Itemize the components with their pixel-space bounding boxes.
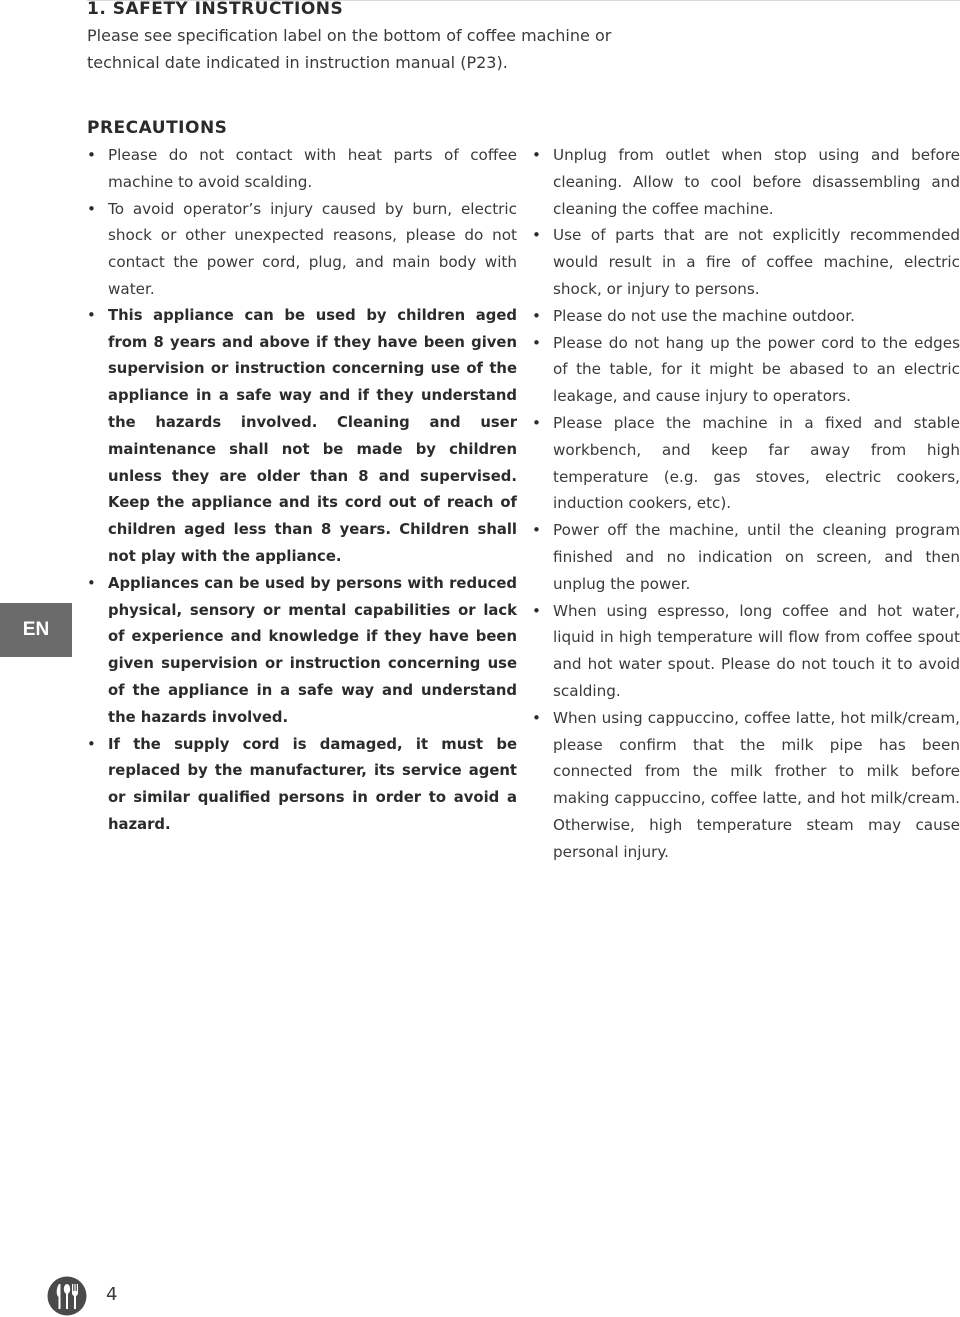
bullet-icon: • — [87, 574, 96, 592]
intro-text: Please see specification label on the bottom of coffee machine or technical date indicated in instruction manual (P23). — [87, 26, 612, 72]
list-item — [87, 196, 517, 303]
list-item-text: Unplug from outlet when stop using and before cleaning. Allow to cool before disassembling and cleaning the coffee machine. — [553, 146, 960, 218]
bullet-icon: • — [532, 413, 541, 432]
list-item-text: When using espresso, long coffee and hot water, liquid in high temperature will flow from coffee spout and hot water spout. Please do not touch it to avoid scalding. — [553, 601, 960, 700]
list-item — [87, 303, 517, 571]
list-item-text: Use of parts that are not explicitly recommended would result in a fire of coffee machine, electric shock, or injury to persons. — [553, 226, 960, 298]
cutlery-circle-icon — [47, 1276, 87, 1316]
list-item — [532, 303, 960, 330]
bullet-icon: • — [532, 146, 541, 164]
list-item-text: If the supply cord is damaged, it must be replaced by the manufacturer, its service agent or similar qualified persons in order to avoid a hazard. — [108, 735, 517, 833]
bullet-icon: • — [87, 306, 96, 324]
list-item-text: Please do not use the machine outdoor. — [553, 306, 855, 325]
list-item — [532, 222, 960, 302]
bullet-icon: • — [532, 333, 541, 352]
precautions-left-column — [87, 142, 517, 839]
bullet-icon: • — [532, 226, 541, 245]
bullet-icon: • — [532, 521, 541, 540]
list-item-text: Please do not contact with heat parts of coffee machine to avoid scalding. — [108, 146, 517, 191]
list-item-text: When using cappuccino, coffee latte, hot milk/cream, please confirm that the milk pipe has been connected from the milk frother to milk before making cappuccino, coffee latte, and hot milk/cream. Otherwise, high temperature steam may cause personal injury. — [553, 708, 960, 861]
bullet-icon: • — [532, 306, 541, 325]
bullet-icon: • — [87, 199, 96, 218]
list-item — [87, 732, 517, 839]
section-title: 1. SAFETY INSTRUCTIONS — [87, 0, 344, 19]
list-item — [532, 517, 960, 597]
bullet-icon: • — [532, 601, 541, 620]
list-item-text: Please place the machine in a fixed and stable workbench, and keep far away from high temperature (e.g. gas stoves, electric cookers, induction cookers, etc). — [553, 413, 960, 513]
list-item-text: To avoid operator’s injury caused by burn, electric shock or other unexpected reasons, please do not contact the power cord, plug, and main body with water. — [108, 199, 517, 298]
list-item-text: This appliance can be used by children aged from 8 years and above if they have been given supervision or instruction concerning use of the appliance in a safe way and if they understand the hazards involved. Cleaning and user maintenance shall not be made by children unless they are older than 8 and supervised. Keep the appliance and its cord out of reach of children aged less than 8 years. Children shall not play with the appliance. — [108, 306, 517, 565]
list-item-text: Appliances can be used by persons with reduced physical, sensory or mental capabilities or lack of experience and knowledge if they have been given supervision or instruction concerning use of the appliance in a safe way and understand the hazards involved. — [108, 574, 517, 726]
precautions-title: PRECAUTIONS — [87, 118, 228, 138]
list-item — [87, 571, 517, 732]
list-item-text: Power off the machine, until the cleaning program finished and no indication on screen, and then unplug the power. — [553, 521, 960, 593]
list-item — [532, 330, 960, 410]
list-item — [532, 598, 960, 705]
bullet-icon: • — [532, 708, 541, 727]
list-item — [532, 705, 960, 866]
list-item — [532, 410, 960, 517]
list-item — [87, 142, 517, 196]
precautions-right-column — [532, 142, 960, 866]
bullet-icon: • — [87, 735, 96, 753]
bullet-icon: • — [87, 146, 96, 164]
list-item — [532, 142, 960, 222]
page-number: 4 — [106, 1284, 118, 1305]
list-item-text: Please do not hang up the power cord to the edges of the table, for it might be abased to an electric leakage, and cause injury to operators. — [553, 333, 960, 406]
language-tab: EN — [0, 603, 72, 657]
